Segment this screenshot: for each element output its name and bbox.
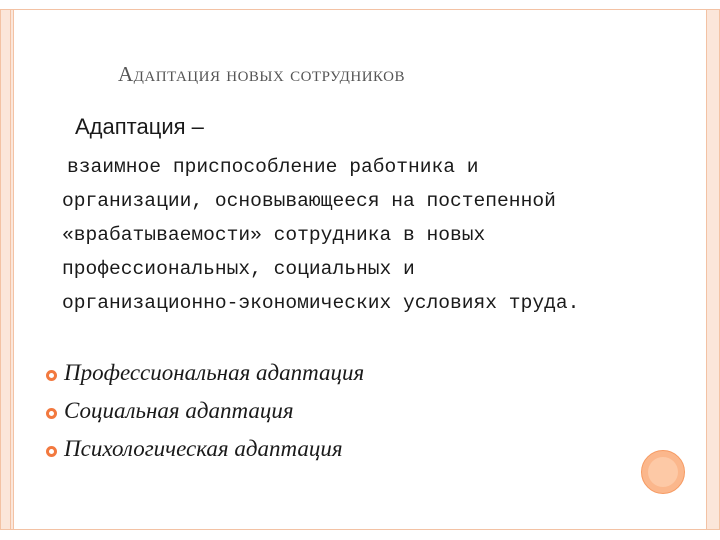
bullet-text: Профессиональная адаптация: [64, 360, 365, 385]
definition-line: организации, основывающееся на постепенной: [62, 190, 556, 212]
circle-bullet-icon: [46, 370, 57, 381]
bullet-item-psychological: [46, 430, 364, 468]
definition-line: профессиональных, социальных и: [62, 258, 415, 280]
definition-line: «врабатываемости» сотрудника в новых: [62, 224, 486, 246]
bullet-item-professional: [46, 354, 364, 392]
right-decorative-strip: [706, 9, 720, 530]
definition-text: [62, 150, 702, 320]
bullet-item-social: [46, 392, 364, 430]
bullet-text: Психологическая адаптация: [64, 436, 343, 461]
term-heading: Адаптация –: [75, 114, 204, 139]
circle-bullet-icon: [46, 446, 57, 457]
decorative-circle-icon: [641, 450, 685, 494]
definition-line: организационно-экономических условиях труда.: [62, 292, 580, 314]
definition-line: взаимное приспособление работника и: [67, 156, 479, 178]
slide-title: Адаптация новых сотрудников: [118, 62, 406, 86]
bullet-text: Социальная адаптация: [64, 398, 294, 423]
bullet-list: [46, 354, 364, 468]
circle-bullet-icon: [46, 408, 57, 419]
